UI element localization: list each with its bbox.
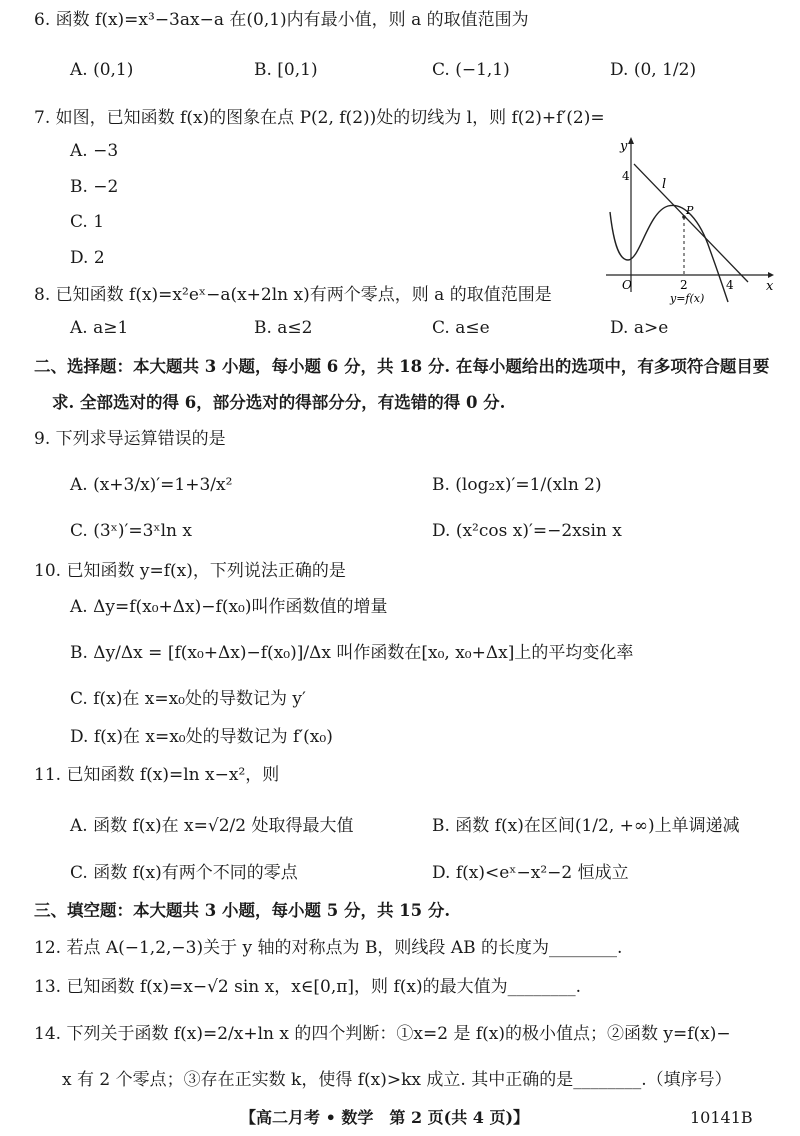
q8-option-a: A. a≥1 <box>70 318 129 338</box>
curve-label: y=f(x) <box>670 292 705 305</box>
section3-heading: 三、填空题：本大题共 3 小题，每小题 5 分，共 15 分. <box>34 901 451 920</box>
section2-heading-line2: 求. 全部选对的得 6，部分选对的得部分分，有选错的得 0 分. <box>52 393 506 412</box>
q10-option-d: D. f(x)在 x=x₀处的导数记为 f′(x₀) <box>70 727 333 747</box>
q9-option-a: A. (x+3/x)′=1+3/x² <box>70 475 233 495</box>
q11-stem: 11. 已知函数 f(x)=ln x−x²，则 <box>34 765 280 785</box>
x-tick-4: 4 <box>726 278 734 292</box>
exam-code: 10141B <box>690 1108 753 1127</box>
q9-option-d: D. (x²cos x)′=−2xsin x <box>432 521 622 541</box>
q6-option-a: A. (0,1) <box>70 60 134 80</box>
y-axis-label: y <box>620 139 628 154</box>
point-p-label: P <box>686 204 694 217</box>
q7-option-d: D. 2 <box>70 248 105 268</box>
section2-heading-line1: 二、选择题：本大题共 3 小题，每小题 6 分，共 18 分. 在每小题给出的选项中，有多项符合题目要 <box>34 357 770 376</box>
q10-option-a: A. Δy=f(x₀+Δx)−f(x₀)叫作函数值的增量 <box>70 597 388 617</box>
q7-option-a: A. −3 <box>70 141 119 161</box>
q12-stem: 12. 若点 A(−1,2,−3)关于 y 轴的对称点为 B，则线段 AB 的长度为________. <box>34 938 623 958</box>
q10-option-c: C. f(x)在 x=x₀处的导数记为 y′ <box>70 689 306 709</box>
x-axis-arrow-icon <box>768 272 774 278</box>
q7-option-b: B. −2 <box>70 177 119 197</box>
page-footer: 【高二月考 • 数学 第 2 页(共 4 页)】 <box>240 1108 530 1127</box>
tangent-label-l: l <box>662 177 667 192</box>
q8-option-d: D. a>e <box>610 318 669 338</box>
q6-option-b: B. [0,1) <box>254 60 318 80</box>
q14-stem-line2: x 有 2 个零点；③存在正实数 k，使得 f(x)>kx 成立. 其中正确的是________.（填序号） <box>62 1070 732 1090</box>
y-tick-4: 4 <box>622 169 630 183</box>
q14-stem-line1: 14. 下列关于函数 f(x)=2/x+ln x 的四个判断：①x=2 是 f(x)的极小值点；②函数 y=f(x)− <box>34 1024 731 1044</box>
q13-stem: 13. 已知函数 f(x)=x−√2 sin x，x∈[0,π]，则 f(x)的最大值为________. <box>34 977 581 997</box>
q6-stem: 6. 函数 f(x)=x³−3ax−a 在(0,1)内有最小值，则 a 的取值范围为 <box>34 10 529 30</box>
x-tick-2: 2 <box>680 278 688 292</box>
q6-option-d: D. (0, 1/2) <box>610 60 697 80</box>
q9-stem: 9. 下列求导运算错误的是 <box>34 429 226 449</box>
q8-option-b: B. a≤2 <box>254 318 313 338</box>
q6-option-c: C. (−1,1) <box>432 60 510 80</box>
q7-stem: 7. 如图，已知函数 f(x)的图象在点 P(2, f(2))处的切线为 l，则 f(2)+f′(2)= <box>34 108 605 128</box>
x-axis-label: x <box>766 279 774 294</box>
q7-option-c: C. 1 <box>70 212 105 232</box>
y-axis-arrow-icon <box>628 137 634 144</box>
q11-option-d: D. f(x)<eˣ−x²−2 恒成立 <box>432 863 629 883</box>
q8-option-c: C. a≤e <box>432 318 490 338</box>
q11-option-c: C. 函数 f(x)有两个不同的零点 <box>70 863 298 883</box>
q11-option-a: A. 函数 f(x)在 x=√2/2 处取得最大值 <box>70 816 354 836</box>
q9-option-c: C. (3ˣ)′=3ˣln x <box>70 521 192 541</box>
q7-graph-figure <box>598 132 778 306</box>
q8-stem: 8. 已知函数 f(x)=x²eˣ−a(x+2ln x)有两个零点，则 a 的取值范围是 <box>34 285 552 305</box>
q11-option-b: B. 函数 f(x)在区间(1/2, +∞)上单调递减 <box>432 816 740 836</box>
q10-option-b: B. Δy/Δx = [f(x₀+Δx)−f(x₀)]/Δx 叫作函数在[x₀, x₀+Δx]上的平均变化率 <box>70 643 634 663</box>
q10-stem: 10. 已知函数 y=f(x)，下列说法正确的是 <box>34 561 346 581</box>
q9-option-b: B. (log₂x)′=1/(xln 2) <box>432 475 602 495</box>
origin-label: O <box>622 278 632 292</box>
